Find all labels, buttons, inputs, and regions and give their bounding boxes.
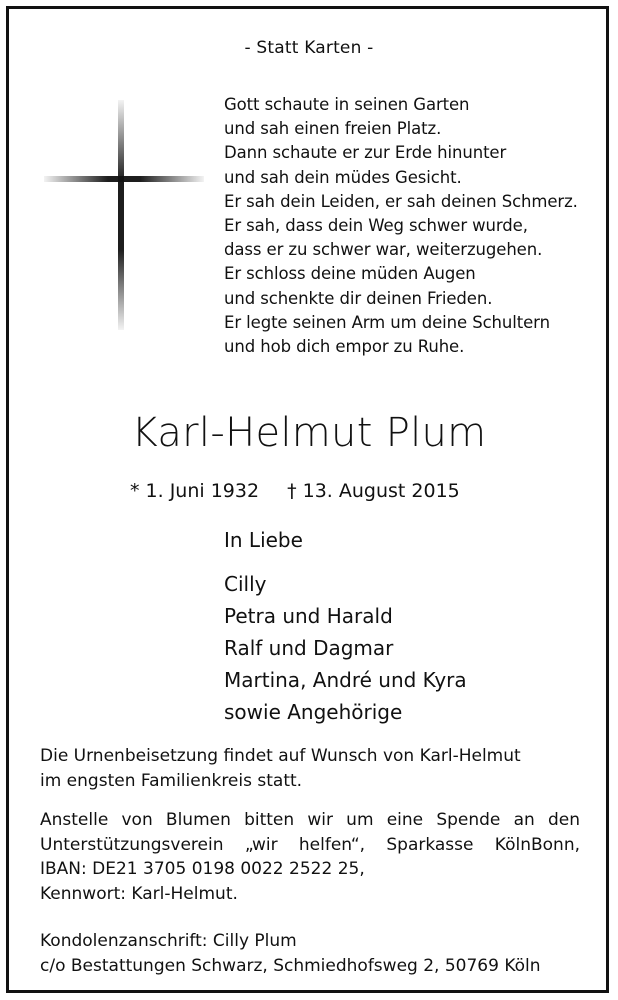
condolence-address bbox=[40, 929, 580, 978]
family-member: Petra und Harald bbox=[224, 604, 393, 628]
burial-line: Die Urnenbeisetzung findet auf Wunsch von Karl-Helmut bbox=[40, 746, 521, 766]
poem-line: Er sah dein Leiden, er sah deinen Schmerz. bbox=[224, 191, 578, 211]
birth-date: * 1. Juni 1932 bbox=[130, 480, 260, 502]
poem-line: Dann schaute er zur Erde hinunter bbox=[224, 143, 507, 163]
poem bbox=[224, 93, 578, 359]
condolence-line: c/o Bestattungen Schwarz, Schmiedhofsweg 2, 50769 Köln bbox=[40, 955, 541, 976]
burial-line: im engsten Familienkreis statt. bbox=[40, 770, 303, 791]
deceased-name: Karl-Helmut Plum bbox=[131, 410, 487, 456]
donation-notice bbox=[40, 808, 580, 906]
family-member: Martina, André und Kyra bbox=[224, 668, 467, 692]
family-member: Ralf und Dagmar bbox=[224, 636, 394, 660]
cross-icon bbox=[44, 100, 204, 330]
in-love-label: In Liebe bbox=[224, 528, 303, 552]
family-list bbox=[224, 568, 467, 728]
condolence-line: Kondolenzanschrift: Cilly Plum bbox=[40, 931, 297, 951]
poem-line: Er schloss deine müden Augen bbox=[224, 264, 476, 284]
poem-line: und hob dich empor zu Ruhe. bbox=[224, 337, 465, 357]
poem-line: Er sah, dass dein Weg schwer wurde, bbox=[224, 216, 528, 236]
burial-notice bbox=[40, 744, 580, 793]
poem-line: und sah dein müdes Gesicht. bbox=[224, 167, 462, 187]
donation-line: Unterstützungsverein „wir helfen“, Sparkasse KölnBonn, bbox=[40, 834, 580, 855]
death-date: † 13. August 2015 bbox=[287, 480, 460, 502]
family-member: sowie Angehörige bbox=[224, 700, 403, 724]
header-statt-karten: - Statt Karten - bbox=[244, 38, 374, 58]
donation-line: Anstelle von Blumen bitten wir um eine Spende an den bbox=[40, 810, 580, 830]
life-dates bbox=[130, 480, 460, 502]
donation-line: IBAN: DE21 3705 0198 0022 2522 25, bbox=[40, 859, 365, 879]
poem-line: dass er zu schwer war, weiterzugehen. bbox=[224, 240, 543, 260]
family-member: Cilly bbox=[224, 572, 267, 596]
poem-line: und sah einen freien Platz. bbox=[224, 119, 442, 139]
poem-line: und schenkte dir deinen Frieden. bbox=[224, 288, 493, 308]
poem-line: Er legte seinen Arm um deine Schultern bbox=[224, 312, 550, 332]
poem-line: Gott schaute in seinen Garten bbox=[224, 95, 470, 114]
donation-line: Kennwort: Karl-Helmut. bbox=[40, 883, 238, 904]
